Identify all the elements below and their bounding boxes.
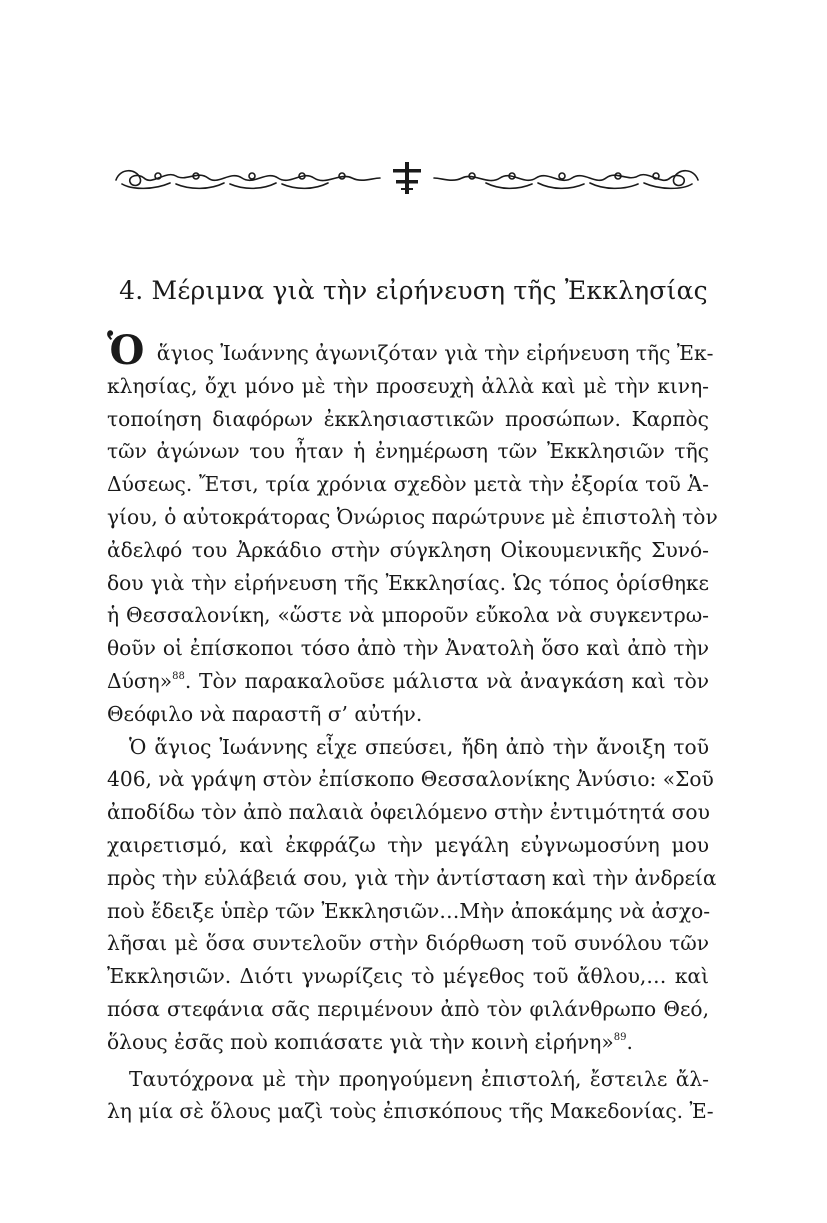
paragraph-line: ποὺ ἔδειξε ὑπὲρ τῶν Ἐκκλησιῶν…Μὴν ἀποκάμης νὰ ἀσχο- (107, 898, 711, 923)
paragraph-line: χαιρετισμό, καὶ ἐκφράζω τὴν μεγάλη εὐγνωμοσύνη μου (107, 832, 709, 857)
paragraph-line: ἡ Θεσσαλονίκη, «ὥστε νὰ μποροῦν εὔκολα νὰ συγκεντρω- (107, 603, 709, 628)
paragraph-line: δου γιὰ τὴν εἰρήνευση τῆς Ἐκκλησίας. Ὡς τόπος ὁρίσθηκε (107, 570, 709, 595)
paragraph-line: Ἐκκλησιῶν. Διότι γνωρίζεις τὸ μέγεθος τοῦ ἄθλου,… καὶ (107, 964, 709, 989)
cross-ornament-icon (110, 156, 704, 200)
paragraph-line: Δύσεως. Ἔτσι, τρία χρόνια σχεδὸν μετὰ τὴν ἐξορία τοῦ Ἁ- (107, 472, 709, 497)
paragraph-line: γίου, ὁ αὐτοκράτορας Ὀνώριος παρώτρυνε μὲ ἐπιστολὴ τὸν (107, 504, 718, 529)
body-text (107, 327, 718, 1128)
paragraph-line: τῶν ἀγώνων του ἦταν ἡ ἐνημέρωση τῶν Ἐκκλησιῶν τῆς (107, 439, 709, 464)
paragraph-line: Θεόφιλο νὰ παραστῆ σ’ αὐτήν. (107, 701, 423, 726)
paragraph-line: πρὸς τὴν εὐλάβειά σου, γιὰ τὴν ἀντίσταση καὶ τὴν ἀνδρεία (107, 865, 717, 890)
paragraph-line: Δύση»$^{88}$. Τὸν παρακαλοῦσε μάλιστα νὰ ἀναγκάση καὶ τὸν (107, 668, 709, 693)
footnote-ref-89[interactable]: 89 (613, 1031, 627, 1043)
paragraph-line: Ὁ ἅγιος Ἰωάννης ἀγωνιζόταν γιὰ τὴν εἰρήνευση τῆς Ἐκ- (107, 327, 714, 374)
paragraph-line: κλησίας, ὄχι μόνο μὲ τὴν προσευχὴ ἀλλὰ καὶ μὲ τὴν κινη- (107, 373, 709, 398)
footnote-ref-88[interactable]: 88 (172, 670, 185, 682)
paragraph-line: Ὁ ἅγιος Ἰωάννης εἶχε σπεύσει, ἤδη ἀπὸ τὴν ἄνοιξη τοῦ (129, 734, 709, 759)
paragraph-line: ὅλους ἐσᾶς ποὺ κοπιάσατε γιὰ τὴν κοινὴ εἰρήνη»$^{89}$. (107, 1029, 633, 1054)
paragraph-line: Ταυτόχρονα μὲ τὴν προηγούμενη ἐπιστολή, ἔστειλε ἄλ- (129, 1066, 709, 1091)
chapter-heading: 4. Μέριμνα γιὰ τὴν εἰρήνευση τῆς Ἐκκλησίας (119, 276, 708, 305)
drop-cap: Ὁ (107, 327, 145, 374)
paragraph-line: θοῦν οἱ ἐπίσκοποι τόσο ἀπὸ τὴν Ἀνατολὴ ὅσο καὶ ἀπὸ τὴν (107, 636, 709, 661)
paragraph-line: λη μία σὲ ὅλους μαζὶ τοὺς ἐπισκόπους τῆς Μακεδονίας. Ἐ- (107, 1099, 714, 1124)
paragraph-line: λῆσαι μὲ ὅσα συντελοῦν στὴν διόρθωση τοῦ συνόλου τῶν (107, 931, 709, 956)
paragraph-line: ἀδελφό του Ἀρκάδιο στὴν σύγκληση Οἰκουμενικῆς Συνό- (107, 537, 709, 562)
paragraph-line: τοποίηση διαφόρων ἐκκλησιαστικῶν προσώπων. Καρπὸς (107, 406, 709, 431)
paragraph-line: πόσα στεφάνια σᾶς περιμένουν ἀπὸ τὸν φιλάνθρωπο Θεό, (107, 996, 709, 1021)
paragraph-line: 406, νὰ γράψη στὸν ἐπίσκοπο Θεσσαλονίκης Ἀνύσιο: «Σοῦ (107, 767, 714, 792)
paragraph-line: ἀποδίδω τὸν ἀπὸ παλαιὰ ὀφειλόμενο στὴν ἐντιμότητά σου (107, 800, 710, 825)
